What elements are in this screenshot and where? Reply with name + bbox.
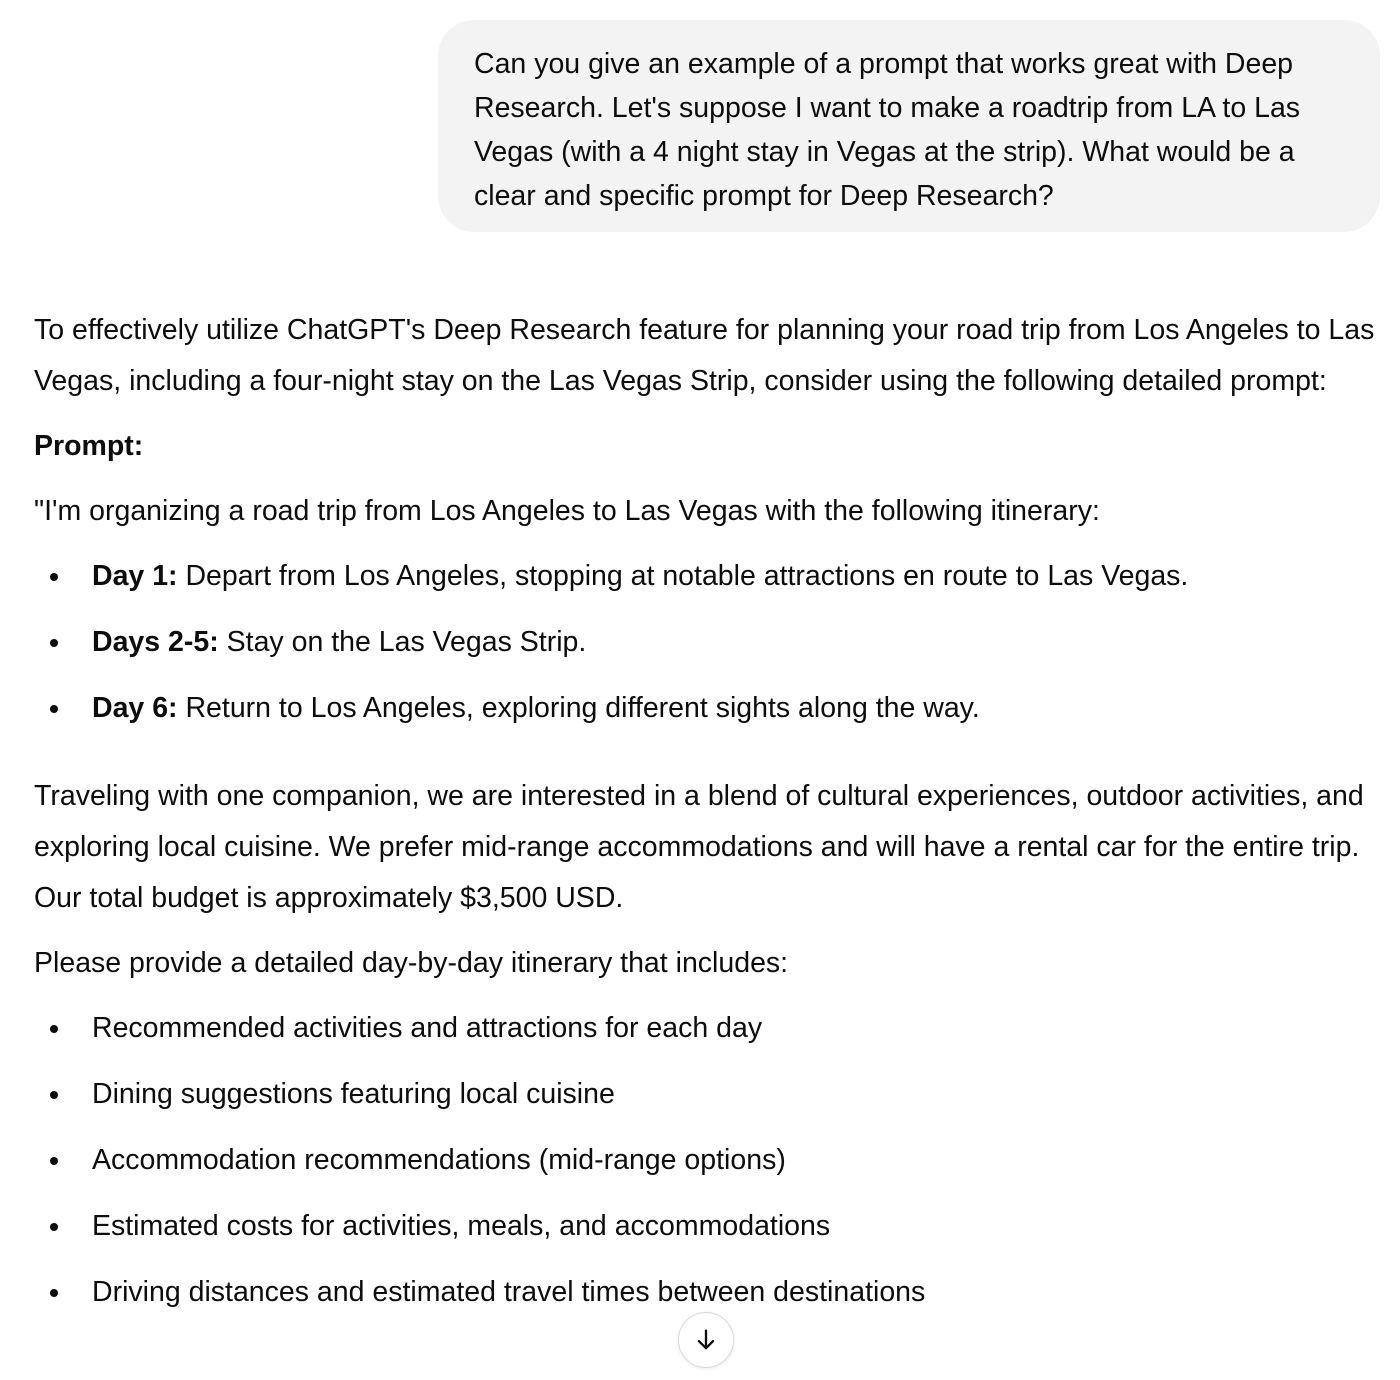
list-item: Recommended activities and attractions for each day — [34, 1003, 1384, 1054]
list-item — [34, 617, 1384, 668]
itinerary-list — [34, 551, 1384, 734]
prompt-intro: "I'm organizing a road trip from Los Angeles to Las Vegas with the following itinerary: — [34, 495, 1100, 527]
user-message-bubble — [438, 20, 1380, 232]
list-item: Dining suggestions featuring local cuisine — [34, 1069, 1384, 1120]
assistant-message — [34, 305, 1384, 1333]
user-message-text: Can you give an example of a prompt that works great with Deep Research. Let's suppose I want to make a roadtrip from LA to Las Vegas (with a 4 night stay in Vegas at the strip). What would be a clear and specific prompt for Deep Research? — [474, 48, 1301, 212]
assistant-intro: To effectively utilize ChatGPT's Deep Research feature for planning your road trip from Los Angeles to Las Vegas, including a four-night stay on the Las Vegas Strip, consider using the following detailed prompt: — [34, 314, 1375, 397]
itinerary-day-label: Day 1: — [92, 560, 178, 592]
list-item — [34, 551, 1384, 602]
itinerary-day-text: Stay on the Las Vegas Strip. — [218, 626, 587, 658]
itinerary-day-label: Days 2-5: — [92, 626, 219, 658]
itinerary-day-text: Depart from Los Angeles, stopping at notable attractions en route to Las Vegas. — [177, 560, 1189, 592]
request-list — [34, 1003, 1384, 1318]
trip-details: Traveling with one companion, we are interested in a blend of cultural experiences, outdoor activities, and exploring local cuisine. We prefer mid-range accommodations and will have a rental car for the entire trip. Our total budget is approximately $3,500 USD. — [34, 780, 1364, 914]
itinerary-day-text: Return to Los Angeles, exploring different sights along the way. — [177, 692, 980, 724]
list-item: Estimated costs for activities, meals, and accommodations — [34, 1201, 1384, 1252]
list-item — [34, 683, 1384, 734]
scroll-to-bottom-button[interactable] — [678, 1312, 734, 1368]
itinerary-day-label: Day 6: — [92, 692, 178, 724]
list-item: Accommodation recommendations (mid-range options) — [34, 1135, 1384, 1186]
request-intro: Please provide a detailed day-by-day itinerary that includes: — [34, 947, 789, 979]
arrow-down-icon — [692, 1326, 720, 1354]
list-item: Driving distances and estimated travel times between destinations — [34, 1267, 1384, 1318]
prompt-heading: Prompt: — [34, 430, 144, 462]
